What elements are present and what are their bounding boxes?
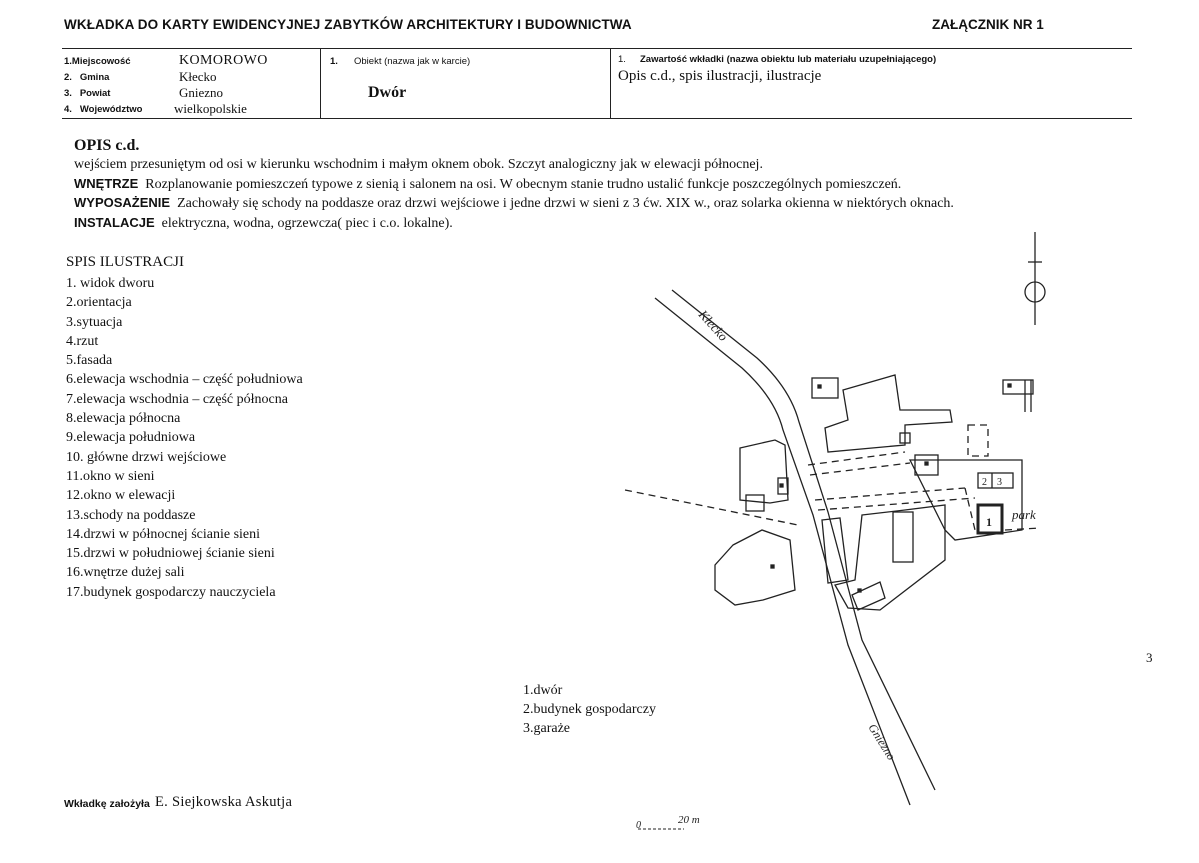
author-name: E. Siejkowska Askutja [155, 794, 293, 810]
map-legend [523, 681, 656, 738]
contents-number: 1. [618, 54, 626, 65]
legend-item: 3.garaże [523, 721, 571, 736]
list-item: 2.orientacja [66, 295, 132, 311]
north-arrow-icon [1025, 232, 1045, 325]
page-number: 3 [1146, 650, 1153, 665]
description-line-1: wejściem przesuniętym od osi w kierunku wschodnim i małym oknem obok. Szczyt analogiczny jak w elewacji północnej. [74, 157, 763, 172]
list-item: 1. widok dworu [66, 276, 155, 291]
author-label: Wkładkę założyła [64, 798, 150, 810]
road-label-north: Kłecko [695, 306, 732, 344]
road-label-south: Gniezno [865, 721, 899, 763]
site-plan-map [600, 230, 1080, 830]
installations-paragraph [74, 215, 453, 232]
legend-item: 2.budynek gospodarczy [523, 702, 656, 717]
location-label-place: 1.Miejscowość [64, 56, 131, 67]
equipment-paragraph [74, 195, 954, 212]
list-item: 9.elewacja południowa [66, 430, 196, 446]
list-item: 6.elewacja wschodnia – część południowa [66, 372, 303, 388]
location-value-commune: Kłecko [179, 69, 217, 84]
list-item: 11.okno w sieni [66, 468, 155, 484]
list-item: 17.budynek gospodarczy nauczyciela [66, 584, 276, 600]
location-label-commune: 2. Gmina [64, 72, 110, 83]
object-number: 1. [330, 56, 338, 67]
installations-keyword: INSTALACJE [74, 215, 155, 230]
list-item: 16.wnętrze dużej sali [66, 565, 185, 581]
building-label-3: 3 [997, 477, 1002, 488]
park-label: park [1012, 507, 1036, 522]
equipment-text: Zachowały się schody na poddasze oraz drzwi wejściowe i jedne drzwi w sieni z 3 ćw. XIX w., oraz solarka okienna w niektórych oknach. [177, 196, 954, 211]
interior-paragraph [74, 176, 901, 193]
building-label-2: 2 [982, 477, 987, 488]
list-item: 13.schody na poddasze [66, 507, 196, 523]
location-label-voivodeship: 4. Województwo [64, 104, 143, 115]
table-divider-1 [320, 48, 321, 118]
legend-item: 1.dwór [523, 683, 563, 698]
list-item: 15.drzwi w południowej ścianie sieni [66, 546, 275, 562]
location-value-place: KOMOROWO [179, 53, 268, 68]
list-item: 8.elewacja północna [66, 411, 181, 427]
buildings [715, 375, 1033, 610]
interior-keyword: WNĘTRZE [74, 176, 139, 191]
installations-text: elektryczna, wodna, ogrzewcza( piec i c.o. lokalne). [161, 216, 453, 231]
contents-value: Opis c.d., spis ilustracji, ilustracje [618, 68, 822, 84]
description-title: OPIS c.d. [74, 137, 140, 154]
equipment-keyword: WYPOSAŻENIE [74, 195, 171, 210]
table-top-rule [62, 48, 1132, 49]
list-item: 14.drzwi w północnej ścianie sieni [66, 526, 261, 542]
table-divider-2 [610, 48, 611, 118]
location-label-district: 3. Powiat [64, 88, 111, 99]
table-bottom-rule [62, 118, 1132, 119]
list-item: 12.okno w elewacji [66, 488, 176, 504]
list-item: 7.elewacja wschodnia – część północna [66, 391, 288, 407]
interior-text: Rozplanowanie pomieszczeń typowe z sienią i salonem na osi. W obecnym stanie trudno ustalić funkcje poszczególnych pomieszczeń. [145, 177, 902, 192]
location-value-district: Gniezno [179, 85, 224, 100]
building-label-1: 1 [986, 515, 992, 529]
list-item: 10. główne drzwi wejściowe [66, 449, 227, 465]
object-label: Obiekt (nazwa jak w karcie) [354, 56, 471, 67]
illustrations-list [66, 274, 303, 602]
scale-start-label: 0 [636, 820, 641, 830]
annex-number: ZAŁĄCZNIK NR 1 [932, 17, 1044, 32]
list-item: 3.sytuacja [66, 314, 123, 330]
header-title: WKŁADKA DO KARTY EWIDENCYJNEJ ZABYTKÓW ARCHITEKTURY I BUDOWNICTWA [64, 17, 632, 32]
list-item: 5.fasada [66, 353, 113, 369]
list-item: 4.rzut [66, 333, 99, 349]
location-value-voivodeship: wielkopolskie [174, 101, 247, 116]
scale-end-label: 20 m [678, 814, 700, 826]
contents-label: Zawartość wkładki (nazwa obiektu lub materiału uzupełniającego) [640, 54, 937, 65]
illustrations-title: SPIS ILUSTRACJI [66, 254, 184, 270]
object-name: Dwór [368, 84, 407, 101]
